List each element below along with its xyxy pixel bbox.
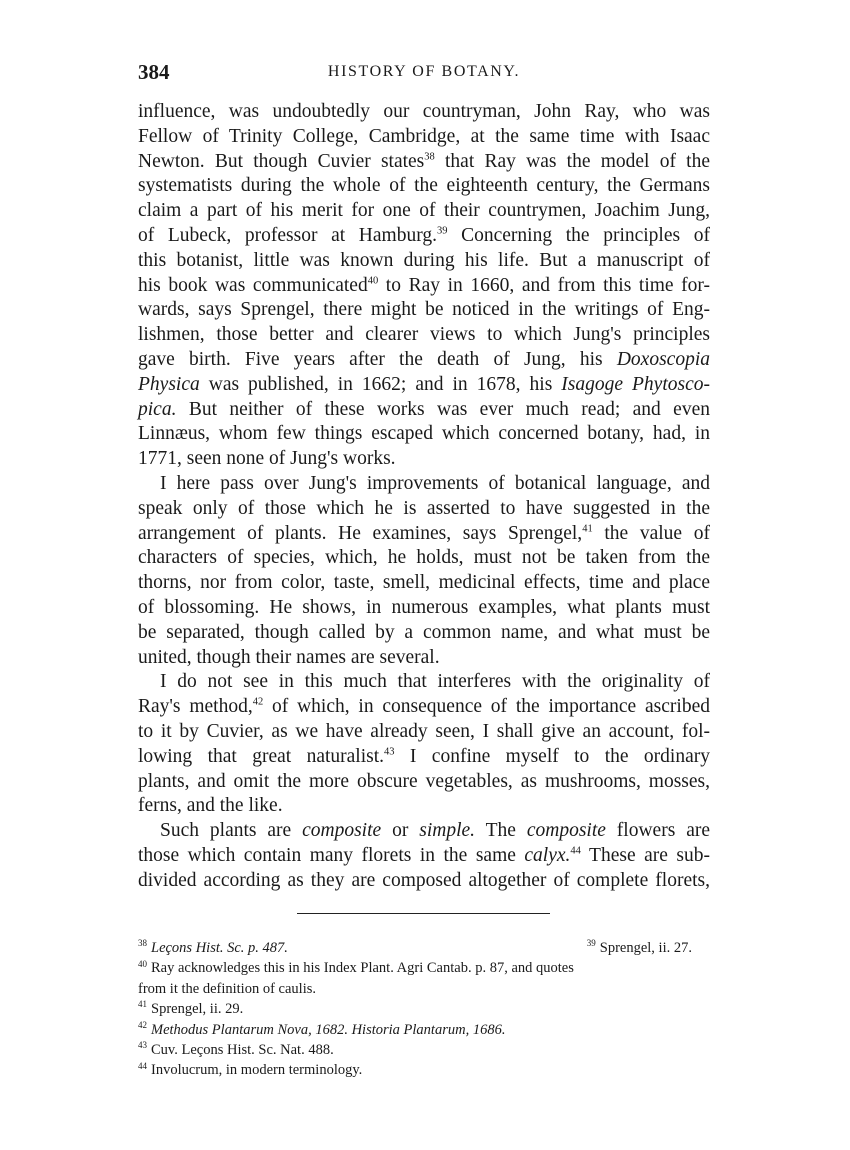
footnote-38: $^{38}$ Leçons Hist. Sc. p. 487. bbox=[138, 938, 288, 956]
body-line: plants, and omit the more obscure vegetables, as mushrooms, mosses, bbox=[138, 770, 710, 792]
body-line: 1771, seen none of Jung's works. bbox=[138, 448, 396, 470]
footnote-40: $^{40}$ Ray acknowledges this in his Index Plant. Agri Cantab. p. 87, and quotes bbox=[138, 958, 574, 977]
body-line: Physica was published, in 1662; and in 1678, his Isagoge Phytosco- bbox=[138, 373, 710, 395]
body-line: this botanist, little was known during his life. But a manuscript of bbox=[138, 249, 710, 271]
body-line: wards, says Sprengel, there might be noticed in the writings of Eng- bbox=[138, 299, 710, 321]
body-line: to it by Cuvier, as we have already seen, I shall give an account, fol- bbox=[138, 720, 710, 742]
body-line: Linnæus, whom few things escaped which concerned botany, had, in bbox=[138, 423, 710, 445]
body-line: characters of species, which, he holds, must not be taken from the bbox=[138, 547, 710, 569]
page-number: 384 bbox=[138, 60, 170, 84]
footnote-row-38-39 bbox=[138, 938, 710, 958]
footnote-41: $^{41}$ Sprengel, ii. 29. bbox=[138, 999, 244, 1018]
footnote-42: $^{42}$ Methodus Plantarum Nova, 1682. Historia Plantarum, 1686. bbox=[138, 1019, 506, 1038]
body-line: ferns, and the like. bbox=[138, 795, 283, 817]
footnote-44: $^{44}$ Involucrum, in modern terminology. bbox=[138, 1060, 363, 1079]
body-line: arrangement of plants. He examines, says Sprengel,$^{41}$ the value of bbox=[138, 522, 710, 544]
footnote-40-line-1: Ray acknowledges this in his Index Plant. Agri Cantab. p. 87, and quotes bbox=[151, 960, 574, 977]
body-line: be separated, though called by a common name, and what must be bbox=[138, 621, 710, 643]
body-line: I do not see in this much that interferes with the originality of bbox=[160, 671, 710, 693]
body-line: thorns, nor from color, taste, smell, medicinal effects, time and place bbox=[138, 572, 710, 594]
body-line: Newton. But though Cuvier states$^{38}$ that Ray was the model of the bbox=[138, 150, 710, 172]
body-line: those which contain many florets in the same calyx.$^{44}$ These are sub- bbox=[138, 844, 710, 866]
running-title: HISTORY OF BOTANY. bbox=[327, 63, 521, 80]
body-line: Such plants are composite or simple. The composite flowers are bbox=[160, 820, 710, 842]
body-line: of blossoming. He shows, in numerous examples, what plants must bbox=[138, 596, 710, 618]
body-line: gave birth. Five years after the death of Jung, his Doxoscopia bbox=[138, 348, 710, 370]
body-line: Fellow of Trinity College, Cambridge, at the same time with Isaac bbox=[138, 125, 710, 147]
page-header bbox=[138, 60, 710, 88]
footnotes bbox=[138, 938, 710, 1081]
footnote-40-line-2: from it the definition of caulis. bbox=[138, 980, 316, 997]
body-line: speak only of those which he is asserted to have suggested in the bbox=[138, 497, 710, 519]
body-text bbox=[138, 100, 710, 894]
body-line: lishmen, those better and clearer views to which Jung's principles bbox=[138, 324, 710, 346]
body-line: united, though their names are several. bbox=[138, 646, 440, 668]
body-line: his book was communicated$^{40}$ to Ray in 1660, and from this time for- bbox=[138, 274, 711, 296]
body-line: claim a part of his merit for one of their countrymen, Joachim Jung, bbox=[138, 200, 710, 222]
body-line: lowing that great naturalist.$^{43}$ I confine myself to the ordinary bbox=[138, 745, 710, 767]
footnote-43: $^{43}$ Cuv. Leçons Hist. Sc. Nat. 488. bbox=[138, 1040, 334, 1058]
body-line: I here pass over Jung's improvements of botanical language, and bbox=[160, 472, 710, 494]
footnote-divider bbox=[297, 913, 550, 914]
footnote-39: $^{39}$ Sprengel, ii. 27. bbox=[586, 938, 692, 956]
body-line: pica. But neither of these works was ever much read; and even bbox=[138, 398, 710, 420]
body-line: of Lubeck, professor at Hamburg.$^{39}$ Concerning the principles of bbox=[138, 224, 710, 246]
body-line: influence, was undoubtedly our countryman, John Ray, who was bbox=[138, 101, 710, 122]
body-line: Ray's method,$^{42}$ of which, in consequence of the importance ascribed bbox=[138, 696, 710, 718]
body-line: divided according as they are composed altogether of complete florets, bbox=[138, 869, 710, 891]
body-line: systematists during the whole of the eighteenth century, the Germans bbox=[138, 175, 710, 197]
